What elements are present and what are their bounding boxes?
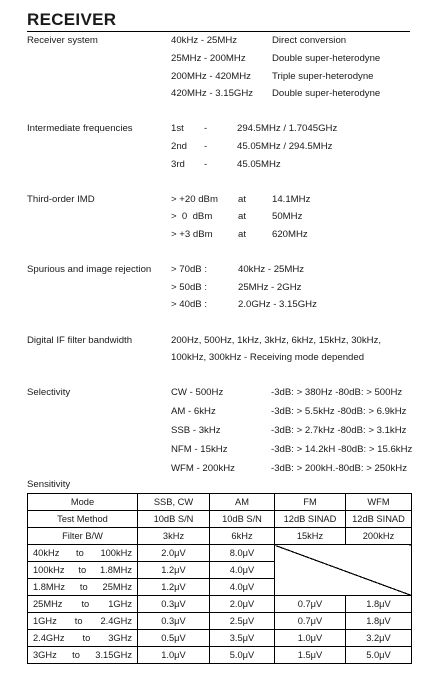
- receiver-system-range: 420MHz - 3.15GHz: [171, 88, 254, 99]
- range-to: to: [78, 565, 87, 575]
- imd-at: at: [238, 229, 247, 240]
- table-cell: 15kHz: [275, 528, 346, 545]
- selectivity-mode: SSB - 3kHz: [171, 425, 221, 436]
- header-cell: AM: [210, 494, 275, 511]
- selectivity-spec: -3dB: > 2.7kHz -80dB: > 3.1kHz: [271, 425, 407, 436]
- range-to: to: [81, 599, 90, 609]
- intermediate-label: Intermediate frequencies: [27, 123, 133, 134]
- range-from: 25MHz: [33, 599, 63, 609]
- range-to: to: [74, 616, 83, 626]
- receiver-system-range: 25MHz - 200MHz: [171, 53, 246, 64]
- range-cell: [28, 630, 138, 647]
- table-cell: 12dB SINAD: [346, 511, 412, 528]
- table-cell: 12dB SINAD: [275, 511, 346, 528]
- fm-cell: 1.5μV: [275, 647, 346, 664]
- range-to: to: [82, 633, 91, 643]
- receiver-system-type: Double super-heterodyne: [272, 88, 381, 99]
- ssb-cell: 1.2μV: [138, 579, 210, 596]
- sensitivity-label: Sensitivity: [27, 479, 71, 490]
- if-filter-label: Digital IF filter bandwidth: [27, 335, 133, 346]
- selectivity-mode: NFM - 15kHz: [171, 444, 228, 455]
- spurious-label: Spurious and image rejection: [27, 264, 152, 275]
- range-until: 2.4GHz: [100, 616, 132, 626]
- table-cell: Test Method: [28, 511, 138, 528]
- range-to: to: [76, 548, 84, 558]
- intermediate-value: 45.05MHz / 294.5MHz: [237, 141, 333, 152]
- table-cell: 200kHz: [346, 528, 412, 545]
- am-cell: 4.0μV: [210, 579, 275, 596]
- range-until: 25MHz: [102, 582, 132, 592]
- range-from: 1.8MHz: [33, 582, 66, 592]
- if-filter-values: 100kHz, 300kHz - Receiving mode depended: [171, 352, 365, 363]
- header-cell: WFM: [346, 494, 412, 511]
- imd-frequency: 620MHz: [272, 229, 308, 240]
- intermediate-value: 294.5MHz / 1.7045GHz: [237, 123, 338, 134]
- imd-level: > +3 dBm: [171, 229, 213, 240]
- fm-cell: 1.0μV: [275, 630, 346, 647]
- ssb-cell: 2.0μV: [138, 545, 210, 562]
- am-cell: 2.5μV: [210, 613, 275, 630]
- imd-frequency: 14.1MHz: [272, 194, 311, 205]
- range-from: 40kHz: [33, 548, 60, 558]
- range-until: 100kHz: [100, 548, 132, 558]
- table-row: [28, 630, 412, 647]
- table-row: [28, 596, 412, 613]
- imd-at: at: [238, 211, 247, 222]
- receiver-system-label: Receiver system: [27, 35, 98, 46]
- table-row: [28, 613, 412, 630]
- intermediate-order: 3rd: [171, 159, 185, 170]
- am-cell: 8.0μV: [210, 545, 275, 562]
- header-cell: FM: [275, 494, 346, 511]
- selectivity-spec: -3dB: > 380Hz -80dB: > 500Hz: [271, 387, 403, 398]
- range-cell: [28, 596, 138, 613]
- intermediate-order: 1st: [171, 123, 184, 134]
- selectivity-spec: -3dB: > 5.5kHz -80dB: > 6.9kHz: [271, 406, 407, 417]
- header-cell: Mode: [28, 494, 138, 511]
- receiver-system-type: Triple super-heterodyne: [272, 71, 374, 82]
- imd-level: > +20 dBm: [171, 194, 218, 205]
- range-to: to: [72, 650, 80, 660]
- ssb-cell: 0.5μV: [138, 630, 210, 647]
- selectivity-mode: CW - 500Hz: [171, 387, 224, 398]
- am-cell: 3.5μV: [210, 630, 275, 647]
- spurious-range: 40kHz - 25MHz: [238, 264, 305, 275]
- intermediate-order: 2nd: [171, 141, 188, 152]
- spurious-level: > 50dB :: [171, 282, 208, 293]
- wfm-cell: 5.0μV: [346, 647, 412, 664]
- page-title: RECEIVER: [27, 10, 117, 29]
- imd-label: Third-order IMD: [27, 194, 95, 205]
- selectivity-spec: -3dB: > 200kH.-80dB: > 250kHz: [271, 463, 407, 474]
- intermediate-dash: -: [204, 159, 208, 170]
- range-from: 2.4GHz: [33, 633, 65, 643]
- spurious-level: > 70dB :: [171, 264, 208, 275]
- not-applicable-cell: [275, 545, 412, 596]
- table-cell: Filter B/W: [28, 528, 138, 545]
- range-until: 3.15GHz: [95, 650, 132, 660]
- range-cell: [28, 647, 138, 664]
- table-cell: 3kHz: [138, 528, 210, 545]
- table-row: [28, 545, 412, 562]
- receiver-system-range: 200MHz - 420MHz: [171, 71, 251, 82]
- am-cell: 5.0μV: [210, 647, 275, 664]
- test-method-row: [28, 511, 412, 528]
- range-cell: [28, 562, 138, 579]
- fm-cell: 0.7μV: [275, 613, 346, 630]
- wfm-cell: 1.8μV: [346, 613, 412, 630]
- table-cell: 6kHz: [210, 528, 275, 545]
- range-from: 3GHz: [33, 650, 57, 660]
- selectivity-mode: AM - 6kHz: [171, 406, 216, 417]
- ssb-cell: 1.2μV: [138, 562, 210, 579]
- range-until: 1.8MHz: [99, 565, 132, 575]
- selectivity-label: Selectivity: [27, 387, 71, 398]
- title-underline: [27, 31, 410, 32]
- table-cell: 10dB S/N: [138, 511, 210, 528]
- spurious-range: 2.0GHz - 3.15GHz: [238, 299, 317, 310]
- spurious-range: 25MHz - 2GHz: [238, 282, 302, 293]
- table-cell: 10dB S/N: [210, 511, 275, 528]
- range-until: 1GHz: [108, 599, 132, 609]
- range-from: 1GHz: [33, 616, 57, 626]
- am-cell: 4.0μV: [210, 562, 275, 579]
- selectivity-mode: WFM - 200kHz: [171, 463, 235, 474]
- receiver-system-type: Direct conversion: [272, 35, 347, 46]
- range-from: 100kHz: [33, 565, 65, 575]
- receiver-system-type: Double super-heterodyne: [272, 53, 381, 64]
- table-header-row: [28, 494, 412, 511]
- imd-level: > 0 dBm: [171, 211, 213, 222]
- header-cell: SSB, CW: [138, 494, 210, 511]
- table-row: [28, 647, 412, 664]
- imd-at: at: [238, 194, 247, 205]
- fm-cell: 0.7μV: [275, 596, 346, 613]
- sensitivity-table: [27, 493, 412, 664]
- intermediate-dash: -: [204, 141, 208, 152]
- range-to: to: [79, 582, 88, 592]
- range-until: 3GHz: [108, 633, 132, 643]
- filter-bw-row: [28, 528, 412, 545]
- receiver-system-range: 40kHz - 25MHz: [171, 35, 238, 46]
- spurious-level: > 40dB :: [171, 299, 208, 310]
- ssb-cell: 1.0μV: [138, 647, 210, 664]
- imd-frequency: 50MHz: [272, 211, 303, 222]
- intermediate-value: 45.05MHz: [237, 159, 281, 170]
- range-cell: [28, 545, 138, 562]
- if-filter-values: 200Hz, 500Hz, 1kHz, 3kHz, 6kHz, 15kHz, 30kHz,: [171, 335, 382, 346]
- wfm-cell: 1.8μV: [346, 596, 412, 613]
- selectivity-spec: -3dB: > 14.2kH -80dB: > 15.6kHz: [271, 444, 413, 455]
- am-cell: 2.0μV: [210, 596, 275, 613]
- intermediate-dash: -: [204, 123, 208, 134]
- range-cell: [28, 579, 138, 596]
- range-cell: [28, 613, 138, 630]
- ssb-cell: 0.3μV: [138, 613, 210, 630]
- wfm-cell: 3.2μV: [346, 630, 412, 647]
- ssb-cell: 0.3μV: [138, 596, 210, 613]
